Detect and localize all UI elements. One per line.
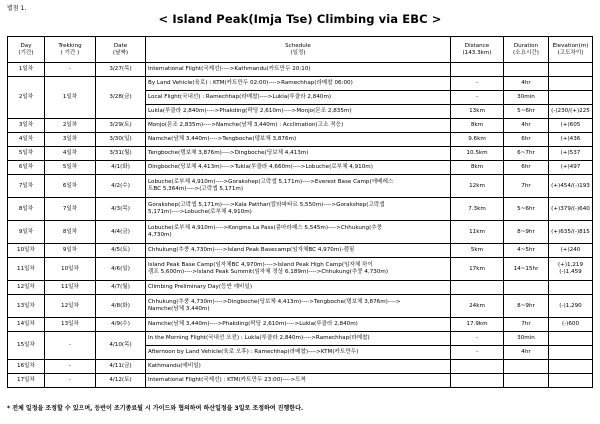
schedule-cell — [146, 77, 451, 91]
elevation-cell: (-)230/(+)225 — [549, 105, 593, 119]
distance-cell: 7.3km — [451, 198, 504, 221]
header-schedule: Schedule (일정) — [146, 37, 451, 63]
duration-cell: 4hr — [504, 346, 549, 360]
duration-cell: 14~15hr — [504, 258, 549, 281]
header-day: Day (기간) — [8, 37, 45, 63]
elevation-cell: (+)454/(-)193 — [549, 175, 593, 198]
header-trekking: Trekking ( 기간 ) — [45, 37, 96, 63]
duration-cell — [504, 281, 549, 295]
duration-cell: 30min — [504, 332, 549, 346]
date-cell: 4/1(화) — [96, 161, 146, 175]
date-cell: 4/2(수) — [96, 175, 146, 198]
distance-cell: 8km — [451, 119, 504, 133]
table-row — [8, 360, 593, 374]
elevation-cell — [549, 360, 593, 374]
table-row — [8, 198, 593, 221]
elevation-cell: (-)1,290 — [549, 295, 593, 318]
schedule-line: Namche(남체 3,440m)---->Tengboche(텡보체 3,876m) — [148, 136, 297, 143]
day-cell: 9일차 — [8, 221, 45, 244]
schedule-cell — [146, 360, 451, 374]
trekking-cell: - — [45, 332, 96, 360]
day-cell: 12일차 — [8, 281, 45, 295]
attachment-label: 별첨 1. — [7, 5, 27, 12]
day-cell: 3일차 — [8, 119, 45, 133]
day-cell: 10일차 — [8, 244, 45, 258]
schedule-cell — [146, 346, 451, 360]
header-duration: Duration (소요시간) — [504, 37, 549, 63]
schedule-cell — [146, 147, 451, 161]
date-cell: 3/31(월) — [96, 147, 146, 161]
date-cell: 4/12(토) — [96, 374, 146, 388]
schedule-line: By Land Vehicle(육로) : KTM(카트만두 02:00)---->Ramechhap(라메찹 06:00) — [148, 80, 353, 87]
trekking-cell: 5일차 — [45, 161, 96, 175]
distance-cell — [451, 63, 504, 77]
table-row — [8, 318, 593, 332]
elevation-cell: (-)600 — [549, 318, 593, 332]
elevation-cell: (+)497 — [549, 161, 593, 175]
table-row — [8, 281, 593, 295]
duration-cell: 6~7hr — [504, 147, 549, 161]
distance-cell: 17.9km — [451, 318, 504, 332]
table-row — [8, 161, 593, 175]
schedule-line: 트BC 5,364m)---->(고락셉 5,171m) — [148, 186, 244, 192]
duration-cell: 4hr — [504, 77, 549, 91]
trekking-cell: 1일차 — [45, 77, 96, 119]
elevation-cell — [549, 281, 593, 295]
trekking-cell: 7일차 — [45, 198, 96, 221]
date-cell: 3/27(목) — [96, 63, 146, 77]
elevation-cell: (+)436 — [549, 133, 593, 147]
schedule-line: Island Peak Base Camp(임자체BC 4,970m)---->Island Peak High Camp(임자체 하이 — [148, 262, 373, 269]
schedule-line: Dingboche(딩보체 4,413m)---->Tukla(투클라 4,660m)---->Lobuche(로부체 4,910m) — [148, 164, 373, 171]
elevation-cell: (+)635/(-)815 — [549, 221, 593, 244]
distance-cell: 13km — [451, 105, 504, 119]
schedule-line: International Flight(국제선) : KTM(카트만두 23:00)---->도착 — [148, 377, 307, 384]
schedule-line: Kathmandu(예비일) — [148, 363, 201, 370]
schedule-cell — [146, 198, 451, 221]
table-row — [8, 63, 593, 77]
schedule-cell — [146, 63, 451, 77]
day-cell: 16일차 — [8, 360, 45, 374]
schedule-line: Lobuche(로부체 4,910m)---->Kongma La Pass(콩마라패스 5,545m)---->Chhukung(추쿵 — [148, 225, 383, 232]
day-cell: 17일차 — [8, 374, 45, 388]
duration-cell — [504, 374, 549, 388]
date-cell: 3/28(금) — [96, 77, 146, 119]
schedule-cell — [146, 258, 451, 281]
schedule-cell — [146, 244, 451, 258]
day-cell: 4일차 — [8, 133, 45, 147]
distance-cell — [451, 374, 504, 388]
schedule-cell — [146, 332, 451, 346]
duration-cell: 5~6hr — [504, 105, 549, 119]
duration-cell: 6hr — [504, 161, 549, 175]
day-cell: 2일차 — [8, 77, 45, 119]
elevation-cell — [549, 258, 593, 281]
distance-cell: - — [451, 346, 504, 360]
schedule-line: Local Flight(국내선) : Ramechhap(라메찹)---->Lukla(루클라 2,840m) — [148, 94, 332, 101]
trekking-cell: 9일차 — [45, 244, 96, 258]
table-row — [8, 244, 593, 258]
table-row — [8, 295, 593, 318]
distance-cell: 8km — [451, 161, 504, 175]
day-cell: 6일차 — [8, 161, 45, 175]
elevation-line: (+)1,219 — [557, 262, 584, 269]
schedule-line: Chhukung(추쿵 4,730m)---->Island Peak Basecamp(임자체BC 4,970m)-캠핑 — [148, 247, 355, 254]
elevation-cell — [549, 374, 593, 388]
schedule-line: Lobuche(로부체 4,910m)---->Gorakshep(고락셉 5,171m)---->Everest Base Camp(에베레스 — [148, 179, 394, 186]
elevation-cell: (+)605 — [549, 119, 593, 133]
day-cell: 5일차 — [8, 147, 45, 161]
distance-cell: 10.5km — [451, 147, 504, 161]
distance-cell: 11km — [451, 221, 504, 244]
table-row — [8, 221, 593, 244]
date-cell: 4/7(월) — [96, 281, 146, 295]
distance-cell: - — [451, 332, 504, 346]
trekking-cell: 11일차 — [45, 281, 96, 295]
date-cell: 4/5(토) — [96, 244, 146, 258]
day-cell: 13일차 — [8, 295, 45, 318]
day-cell: 7일차 — [8, 175, 45, 198]
trekking-cell: 2일차 — [45, 119, 96, 133]
date-cell: 4/3(목) — [96, 198, 146, 221]
schedule-cell — [146, 221, 451, 244]
distance-cell: 5km — [451, 244, 504, 258]
table-row — [8, 77, 593, 91]
date-cell: 4/4(금) — [96, 221, 146, 244]
distance-cell — [451, 281, 504, 295]
distance-cell: - — [451, 91, 504, 105]
distance-cell: 17km — [451, 258, 504, 281]
trekking-cell: - — [45, 374, 96, 388]
duration-cell: 7hr — [504, 175, 549, 198]
footnote: * 전체 일정을 조정할 수 있으며, 등반이 조기종료될 시 가이드와 협의하여 하산일정을 3일로 조정하여 진행한다. — [7, 405, 304, 412]
duration-cell: 4~5hr — [504, 244, 549, 258]
duration-cell: 6hr — [504, 133, 549, 147]
date-cell: 3/30(일) — [96, 133, 146, 147]
trekking-cell: 6일차 — [45, 175, 96, 198]
header-row — [8, 37, 593, 63]
schedule-line: Chhukung(추쿵 4,730m)---->Dingboche(딩보체 4,413m)---->Tengboche(텡보체 3,876m)----> — [148, 299, 401, 306]
table-row — [8, 175, 593, 198]
trekking-cell: 4일차 — [45, 147, 96, 161]
schedule-line: In the Morning Flight(국내선 오전) : Lukla(루클라 2,840m)---->Ramechhap(라메찹) — [148, 335, 370, 342]
schedule-cell — [146, 318, 451, 332]
day-cell: 11일차 — [8, 258, 45, 281]
schedule-line: International Flight(국제선)---->Kathmandu(카트만두 20:10) — [148, 66, 311, 73]
distance-cell: 24km — [451, 295, 504, 318]
duration-cell: 30min — [504, 91, 549, 105]
schedule-cell — [146, 295, 451, 318]
date-cell: 4/9(수) — [96, 318, 146, 332]
page-title: < Island Peak(Imja Tse) Climbing via EBC > — [158, 12, 442, 26]
header-elevation: Elevation(m) (고도차이) — [549, 37, 593, 63]
schedule-cell — [146, 175, 451, 198]
table-row — [8, 133, 593, 147]
duration-cell: 8~9hr — [504, 221, 549, 244]
schedule-cell — [146, 161, 451, 175]
trekking-cell: - — [45, 360, 96, 374]
trekking-cell: 3일차 — [45, 133, 96, 147]
day-cell: 1일차 — [8, 63, 45, 77]
day-cell: 14일차 — [8, 318, 45, 332]
distance-cell: 9.6km — [451, 133, 504, 147]
schedule-cell — [146, 119, 451, 133]
trekking-cell: 12일차 — [45, 295, 96, 318]
header-date: Date (날짜) — [96, 37, 146, 63]
schedule-line: Namche(남체 3,440m)---->Phakding(팍딩 2,610m)---->Lukla(루클라 2,840m) — [148, 321, 358, 328]
elevation-cell — [549, 332, 593, 346]
day-cell: 8일차 — [8, 198, 45, 221]
elevation-cell — [549, 91, 593, 105]
date-cell: 4/11(금) — [96, 360, 146, 374]
schedule-line: Namche(남체 3,440m) — [148, 306, 210, 312]
schedule-line: Monjo(몬조 2,835m)---->Namche(남체 3,440m) : Acclimation(고소 적응) — [148, 122, 344, 129]
schedule-line: 캠프 5,600m)---->Island Peak Summit(임자체 정상 6,189m)---->Chhukung(추쿵 4,730m) — [148, 269, 389, 275]
table-row — [8, 258, 593, 281]
trekking-cell: 8일차 — [45, 221, 96, 244]
date-cell: 4/10(목) — [96, 332, 146, 360]
duration-cell: 7hr — [504, 318, 549, 332]
schedule-line: Climbing Preliminary Day(등반 예비일) — [148, 284, 253, 291]
elevation-cell — [549, 63, 593, 77]
table-row — [8, 119, 593, 133]
trekking-cell: 13일차 — [45, 318, 96, 332]
schedule-line: Gorakshep(고락셉 5,171m)---->Kala Patthar(칼라파타르 5,550m)---->Gorakshep(고락셉 — [148, 202, 385, 209]
schedule-cell — [146, 105, 451, 119]
table-row — [8, 374, 593, 388]
elevation-cell: (+)379/(-)640 — [549, 198, 593, 221]
schedule-line: Afternoon by Land Vehicle(육로 오후) : Ramechhap(라메찹)---->KTM(카트만두) — [148, 349, 359, 356]
date-cell: 3/29(토) — [96, 119, 146, 133]
table-row — [8, 147, 593, 161]
itinerary-table — [7, 36, 593, 388]
schedule-cell — [146, 281, 451, 295]
distance-cell: 12km — [451, 175, 504, 198]
table-row — [8, 332, 593, 346]
elevation-cell — [549, 346, 593, 360]
schedule-line: Lukla(루클라 2,840m)---->Phakding(팍딩 2,610m)---->Monjo(몬조 2,835m) — [148, 108, 352, 115]
schedule-line: 5,171m)---->Lobuche(로부체 4,910m) — [148, 209, 252, 215]
schedule-line: Tengboche(텡보체 3,876m)---->Dingboche(딩보체 4,413m) — [148, 150, 309, 157]
header-distance: Distance (143.3km) — [451, 37, 504, 63]
schedule-cell — [146, 133, 451, 147]
date-cell: 4/6(일) — [96, 258, 146, 281]
elevation-cell: (+)240 — [549, 244, 593, 258]
distance-cell: - — [451, 77, 504, 91]
trekking-cell: - — [45, 63, 96, 77]
schedule-line: 4,730m) — [148, 232, 172, 238]
duration-cell — [504, 63, 549, 77]
elevation-cell — [549, 77, 593, 91]
duration-cell: 4hr — [504, 119, 549, 133]
distance-cell — [451, 360, 504, 374]
schedule-cell — [146, 91, 451, 105]
schedule-cell — [146, 374, 451, 388]
date-cell: 4/8(화) — [96, 295, 146, 318]
duration-cell: 8~9hr — [504, 295, 549, 318]
trekking-cell: 10일차 — [45, 258, 96, 281]
duration-cell: 5~6hr — [504, 198, 549, 221]
day-cell: 15일차 — [8, 332, 45, 360]
duration-cell — [504, 360, 549, 374]
elevation-cell: (+)537 — [549, 147, 593, 161]
elevation-line: (-)1,459 — [559, 269, 582, 275]
